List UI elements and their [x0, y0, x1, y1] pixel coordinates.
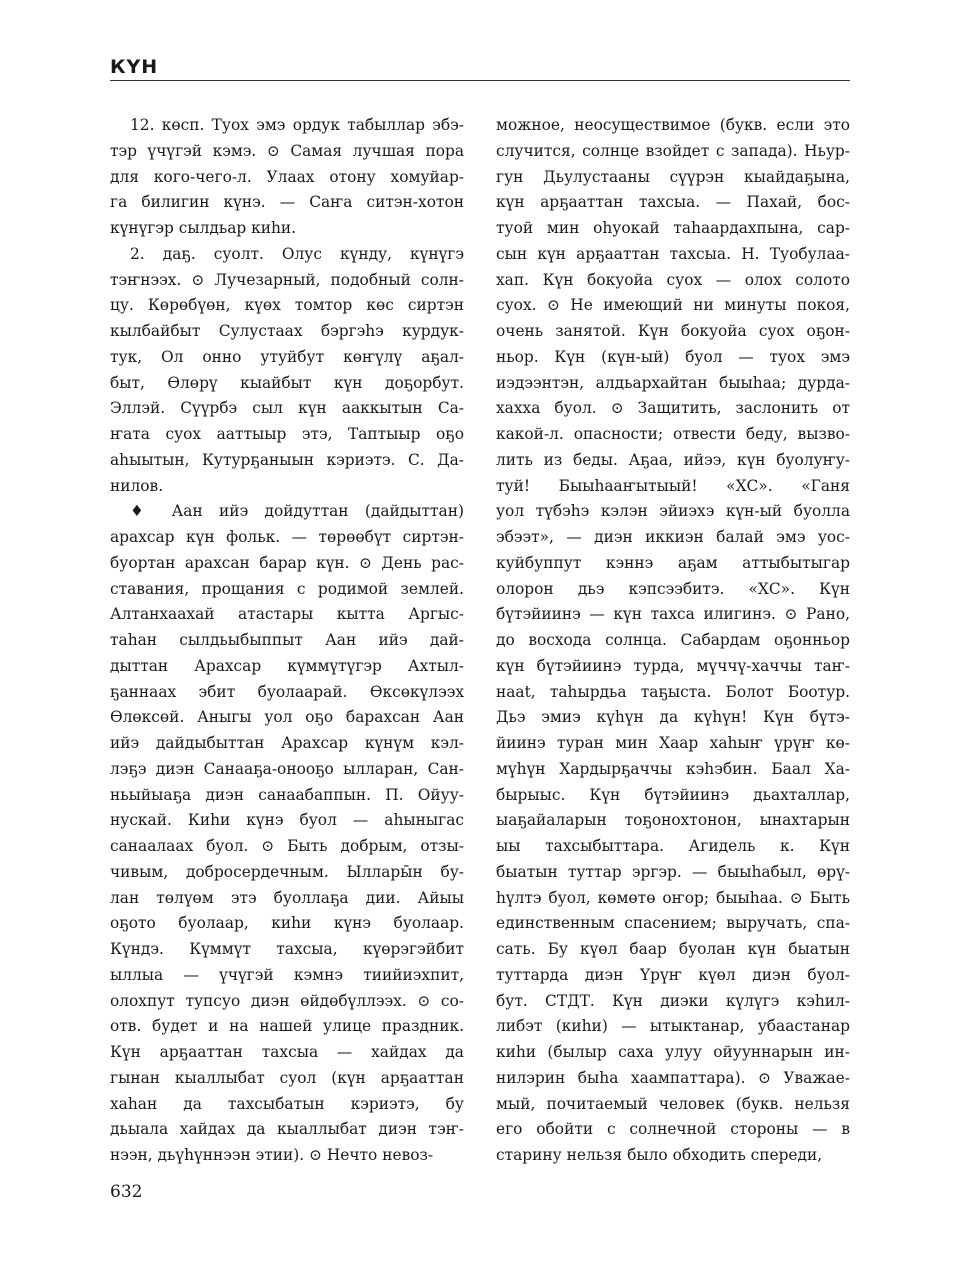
- text-line: лэҕэ диэн Санааҕа-онооҕо ылларан, Сан-: [110, 759, 464, 778]
- text-line: га билигин күнэ. — Саҥа ситэн-хотон: [110, 193, 464, 212]
- text-line: хахха буол. ⊙ Защитить, заслонить от: [496, 399, 850, 418]
- text-line: гун Дьулустааны сүүрэн кыайдаҕына,: [496, 167, 850, 186]
- text-line: для кого-чего-л. Улаах отону хомуйар-: [110, 167, 464, 186]
- text-line: Күндэ. Күммүт тахсыа, күөрэгэйбит: [110, 940, 464, 958]
- text-line: тэҥнээх. ⊙ Лучезарный, подобный солн-: [110, 270, 464, 289]
- text-line: олохпут тупсуо диэн өйдөбүллээх. ⊙ со-: [110, 991, 464, 1010]
- text-line: аһыытын, Кутурҕаныын кэриэтэ. С. Да-: [110, 450, 464, 469]
- text-line: мүһүн Хардырҕаччы кэһэбин. Баал Ха-: [496, 759, 850, 778]
- text-line: гынан кыаллыбат суол (күн арҕааттан: [110, 1068, 464, 1087]
- text-line: отв. будет и на нашей улице праздник.: [110, 1017, 464, 1036]
- text-line: арахсар күн фольк. — төрөөбүт сиртэн-: [110, 528, 464, 546]
- text-line: санаалаах буол. ⊙ Быть добрым, отзы-: [110, 837, 464, 855]
- text-line: туй! Быыһааҥытыый! «ХС». «Ганя: [496, 476, 850, 495]
- text-line: суох. ⊙ Не имеющий ни минуты покоя,: [496, 296, 850, 315]
- text-line: таһан сылдьыбыппыт Аан ийэ дай-: [110, 631, 464, 649]
- text-line: ийэ дайдыбыттан Арахсар күнүм кэл-: [110, 734, 464, 752]
- text-line: йиинэ туран мин Хаар хаһыҥ үрүҥ кө-: [496, 734, 850, 752]
- text-line: дыттан Арахсар күммүтүгэр Ахтыл-: [110, 656, 464, 675]
- text-line: Дьэ эмиэ күһүн да күһүн! Күн бүтэ-: [496, 708, 850, 727]
- text-line: быт, Өлөрү кыайбыт күн доҕорбут.: [110, 373, 464, 392]
- text-line: цу. Көрөбүөн, күөх томтор көс сиртэн: [110, 296, 464, 315]
- text-line: его обойти с солнечной стороны — в: [496, 1120, 850, 1139]
- text-line: мый, почитаемый человек (букв. нельзя: [496, 1094, 850, 1113]
- text-line: ♦ Аан ийэ дойдуттан (дайдыттан): [130, 502, 464, 521]
- text-line: Алтанхаахай атастары кытта Аргыс-: [110, 605, 464, 624]
- text-line: ньор. Күн (күн-ый) буол — туох эмэ: [496, 347, 850, 366]
- text-line: бүтэйиинэ — күн тахса илигинэ. ⊙ Рано,: [496, 605, 850, 624]
- text-line: 2. даҕ. суолт. Олус күнду, күнүгэ: [130, 244, 464, 263]
- text-line: единственным спасением; выручать, спа-: [496, 914, 850, 933]
- text-line: 12. көсп. Туох эмэ ордук табыллар эбэ-: [130, 116, 464, 134]
- text-line: нээн, дьүһүннээн этии). ⊙ Нечто невоз-: [110, 1146, 434, 1164]
- text-line: либэт (киһи) — ытыктанар, убаастанар: [496, 1017, 850, 1036]
- text-line: можное, неосуществимое (букв. если это: [496, 116, 850, 134]
- text-line: оҕото буолаар, киһи күнэ буолаар.: [110, 914, 464, 933]
- text-line: тэр үчүгэй кэмэ. ⊙ Самая лучшая пора: [110, 141, 464, 160]
- text-line: иэдээнтэн, алдьархайтан быыһаа; дурда-: [496, 373, 850, 392]
- text-line: до восхода солнца. Сабардам оҕонньор: [496, 631, 850, 649]
- text-line: күнүгэр сылдьар киһи.: [110, 219, 297, 237]
- text-line: буортан арахсан барар күн. ⊙ День рас-: [110, 553, 464, 572]
- text-line: нилов.: [110, 476, 164, 495]
- text-line: дьыала хайдах да кыаллыбат диэн тэҥ-: [110, 1120, 464, 1139]
- text-line: туттарда диэн Үрүҥ күөл диэн буол-: [496, 965, 850, 984]
- text-line: күн бүтэйиинэ турда, мүччү-хаччы таҥ-: [496, 656, 850, 675]
- text-line: куйбуппут кэннэ аҕам аттыбытыгар: [496, 553, 850, 572]
- text-line: хаһан да тахсыбатын кэриэтэ, бу: [110, 1094, 464, 1113]
- text-line: случится, солнце взойдет с запада). Ньур-: [496, 141, 850, 160]
- text-line: күн арҕааттан тахсыа. — Пахай, бос-: [496, 193, 850, 212]
- text-line: ньыйыаҕа диэн санаабаппын. П. Ойуу-: [110, 785, 464, 804]
- text-line: Өлөксөй. Аныгы уол оҕо барахсан Аан: [110, 708, 464, 727]
- text-line: какой-л. опасности; отвести беду, вызво-: [496, 425, 850, 443]
- text-line: старину нельзя было обходить спереди,: [496, 1146, 823, 1164]
- right-column: [496, 113, 850, 1169]
- text-line: хап. Күн бокуойа суох — олох солото: [496, 270, 850, 289]
- text-line: ставания, прощания с родимой землей.: [110, 579, 464, 598]
- text-line: кылбайбыт Сулустаах бэргэһэ курдук-: [110, 322, 464, 340]
- text-line: очень занятой. Күн бокуойа суох оҕон-: [496, 322, 850, 340]
- header-rule: [110, 80, 850, 81]
- page-number: 632: [110, 1182, 143, 1202]
- text-line: туой мин оһуокай таһаардахпына, сар-: [496, 219, 850, 237]
- text-line: сын күн арҕааттан тахсыа. Н. Туобулаа-: [496, 244, 850, 263]
- text-line: бут. СТДТ. Күн диэки күлүгэ кэһил-: [496, 991, 850, 1010]
- text-line: лить из беды. Аҕаа, ийээ, күн буолуҥу-: [496, 450, 850, 469]
- text-line: бырыыс. Күн бүтэйиинэ дьахталлар,: [496, 785, 850, 804]
- text-line: лан төлүөм этэ буоллаҕа дии. Айыы: [110, 888, 464, 907]
- text-line: нилэрин быһа хаампаттара). ⊙ Уважае-: [496, 1068, 850, 1087]
- text-line: ыллыа — үчүгэй кэмнэ тиийиэхпит,: [110, 965, 464, 984]
- text-line: Эллэй. Сүүрбэ сыл күн ааккытын Са-: [110, 399, 464, 418]
- running-head: КҮН: [110, 56, 159, 78]
- text-line: олорон дьэ кэпсээбитэ. «ХС». Күн: [496, 579, 850, 598]
- text-line: нааt, таһырдьа таҕыста. Болот Боотур.: [496, 682, 850, 701]
- text-line: тук, Ол онно утуйбут көҥүлү аҕал-: [110, 347, 464, 366]
- text-line: нускай. Киһи күнэ буол — аһыныгас: [110, 811, 464, 830]
- text-line: ыы тахсыбыттара. Агидель к. Күн: [496, 837, 850, 855]
- text-line: һүлтэ буол, көмөтө оҥор; быыһаа. ⊙ Быть: [496, 888, 850, 907]
- text-line: чивым, добросердечным. Ыллары̄н бу-: [110, 862, 464, 881]
- text-line: киһи (былыр саха улуу ойууннарын ин-: [496, 1043, 850, 1061]
- left-column: [110, 113, 464, 1169]
- text-line: сать. Бу күөл баар буолан күн быатын: [496, 940, 850, 958]
- text-line: уол түбэһэ кэлэн эйиэхэ күн-ый буолла: [496, 502, 850, 521]
- text-line: эбээт», — диэн иккиэн балай эмэ уос-: [496, 528, 850, 546]
- text-line: ыаҕайаларын тоҕонохтонон, ынахтарын: [496, 811, 850, 830]
- text-line: Күн арҕааттан тахсыа — хайдах да: [110, 1043, 464, 1061]
- text-line: ҕаннаах эбит буолаарай. Өксөкүлээх: [110, 682, 464, 701]
- text-line: быатын туттар эргэр. — быыһабыл, өрү-: [496, 862, 850, 881]
- text-line: ҥата суох ааттыыр этэ, Таптыыр оҕо: [110, 425, 464, 443]
